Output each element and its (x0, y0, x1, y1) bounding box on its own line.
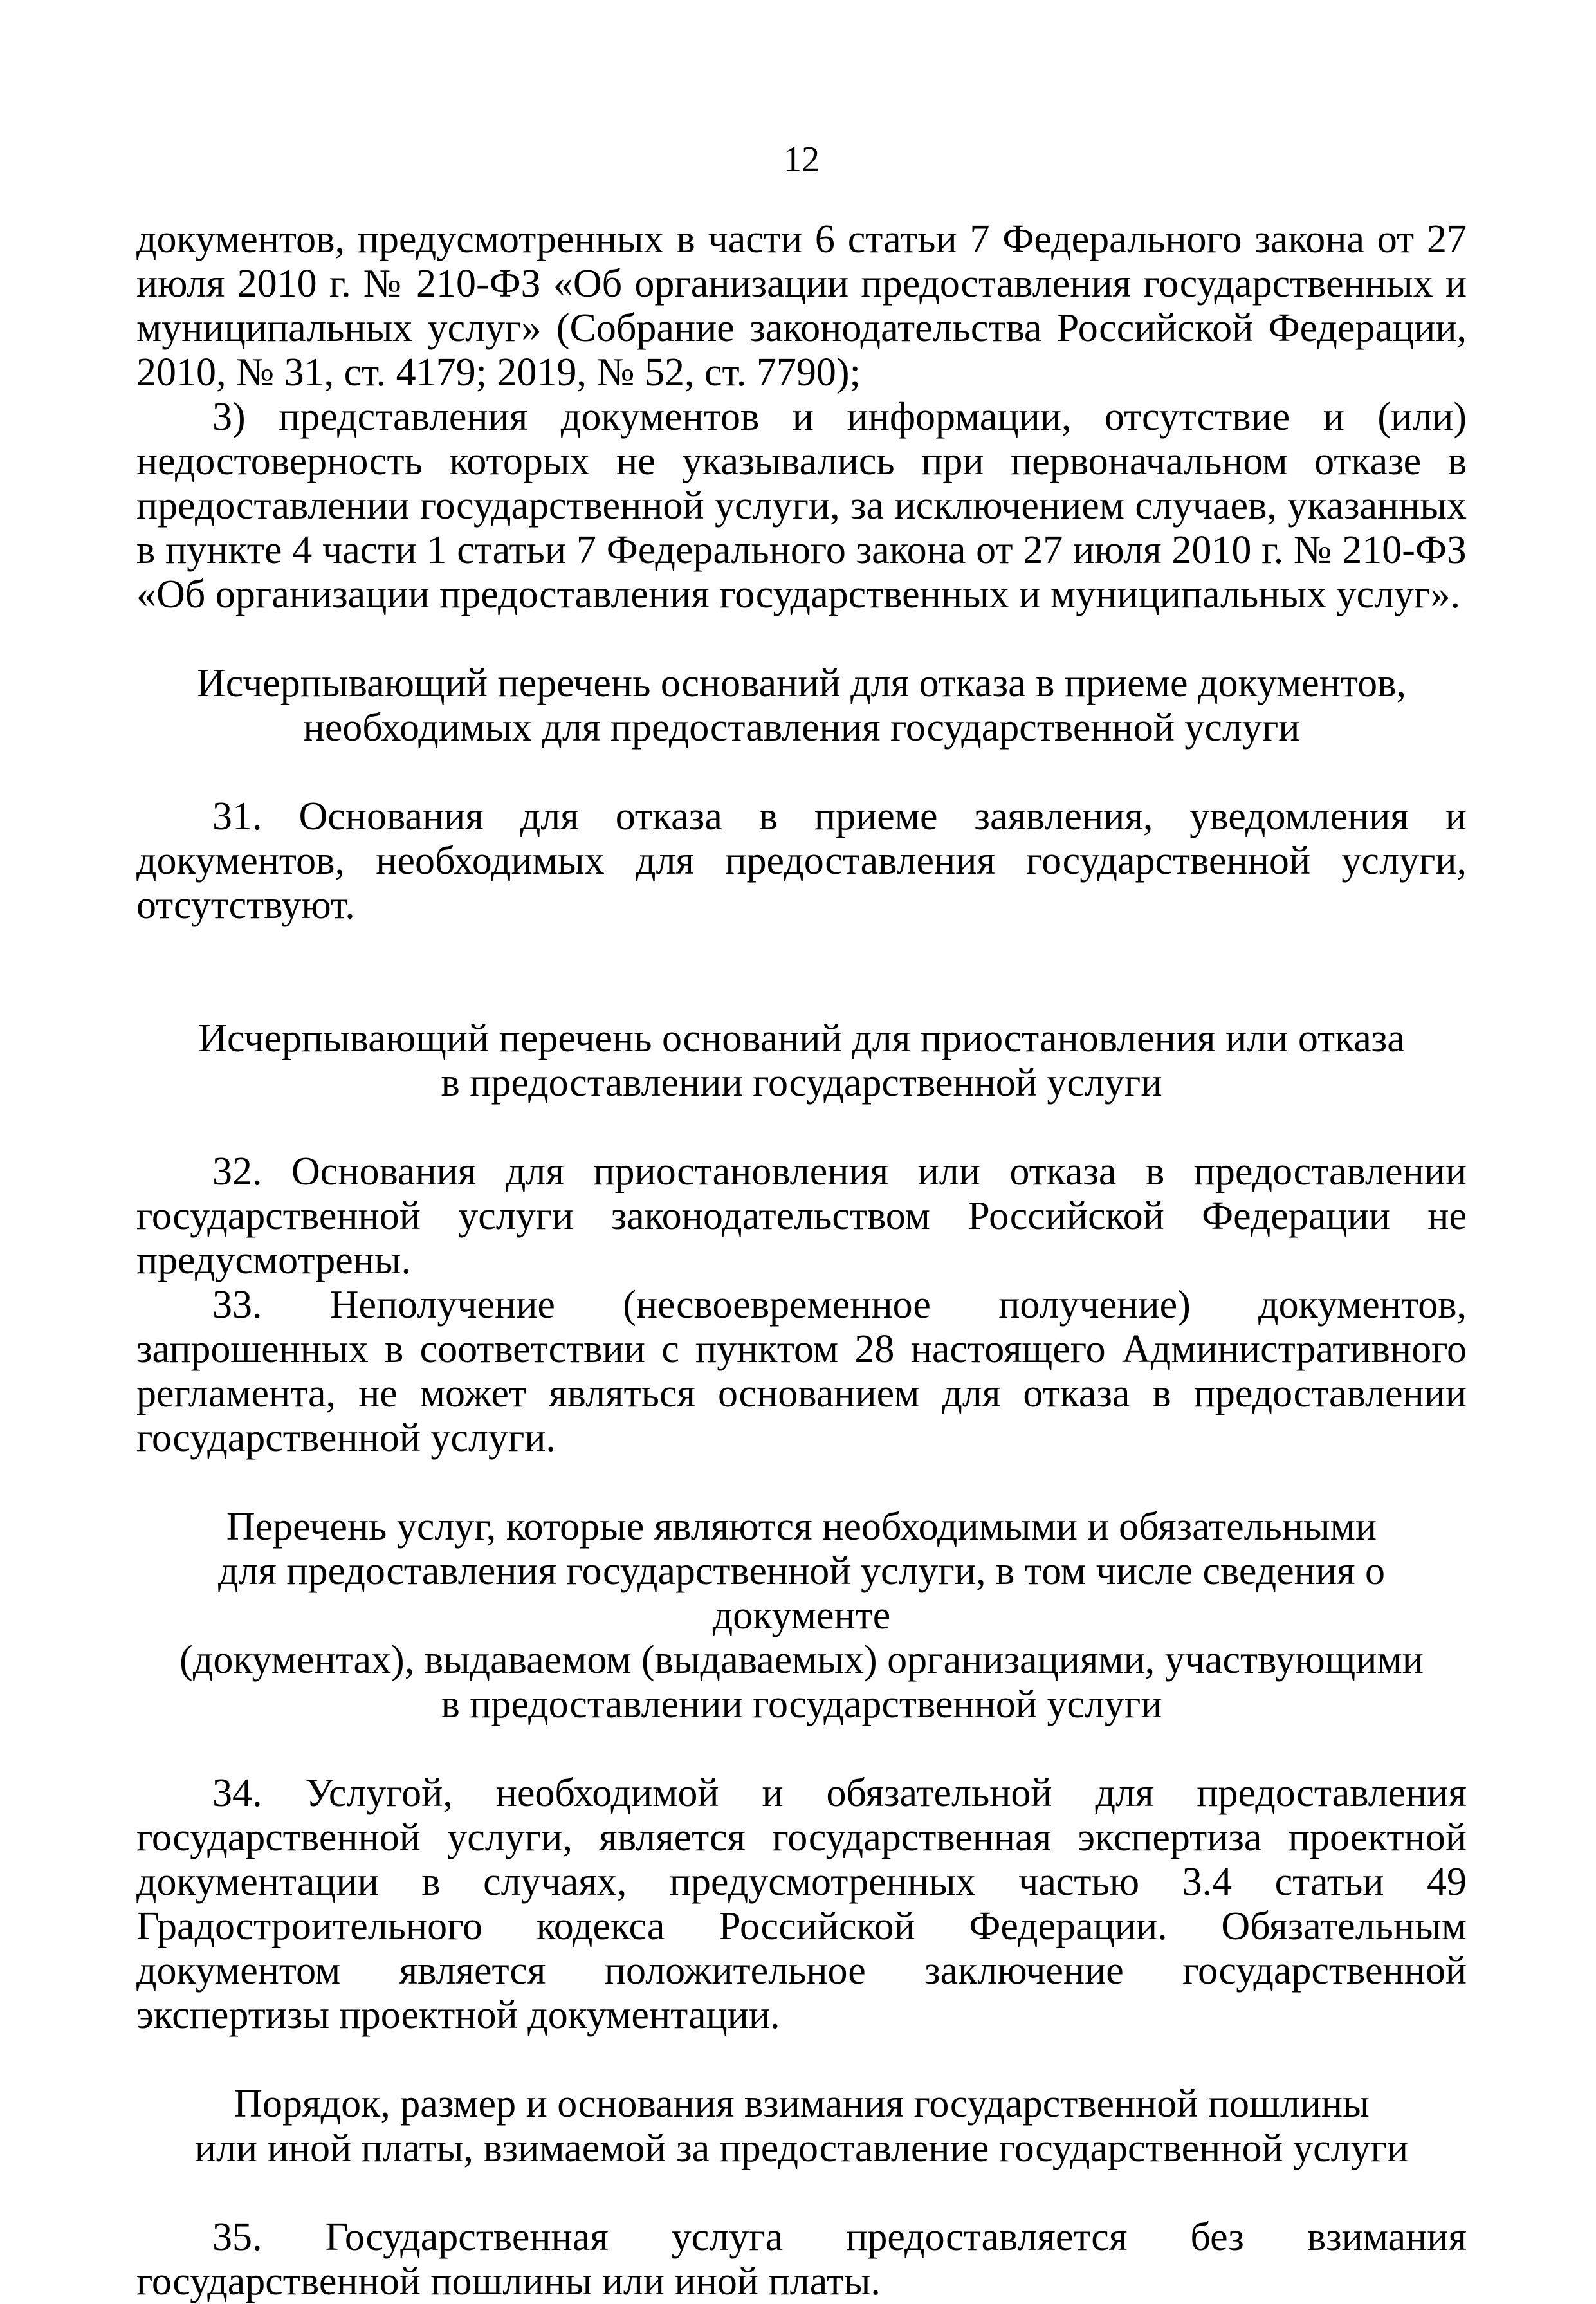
spacer (136, 2038, 1467, 2082)
paragraph-continuation: документов, предусмотренных в части 6 статьи 7 Федерального закона от 27 июля 2010 г. № 210-ФЗ «Об организации предоставления государственных и муниципальных услуг» (Собрание законодательства Российской Федерации, 2010, № 31, ст. 4179; 2019, № 52, ст. 7790); (136, 217, 1467, 394)
page-number: 12 (784, 140, 820, 180)
heading-line: Порядок, размер и основания взимания государственной пошлины (234, 2082, 1370, 2126)
heading-line: в предоставлении государственной услуги (441, 1061, 1162, 1105)
spacer (136, 1727, 1467, 1771)
section-heading-state-duty (136, 2082, 1467, 2171)
heading-line: (документах), выдаваемом (выдаваемых) организациями, участвующими (179, 1638, 1424, 1682)
heading-line: Исчерпывающий перечень оснований для приостановления или отказа (198, 1017, 1405, 1060)
heading-line: Перечень услуг, которые являются необходимыми и обязательными (226, 1505, 1377, 1549)
heading-line: для предоставления государственной услуги, в том числе сведения о документе (217, 1549, 1386, 1637)
spacer (136, 2171, 1467, 2215)
section-heading-required-services (136, 1505, 1467, 1727)
spacer (136, 928, 1467, 1017)
spacer (136, 1105, 1467, 1150)
paragraph-33: 33. Неполучение (несвоевременное получение) документов, запрошенных в соответствии с пунктом 28 настоящего Административного регламента, не может являться основанием для отказа в предоставлении государственной услуги. (136, 1283, 1467, 1460)
paragraph-35: 35. Государственная услуга предоставляется без взимания государственной пошлины или иной платы. (136, 2215, 1467, 2303)
paragraph-31: 31. Основания для отказа в приеме заявления, уведомления и документов, необходимых для предоставления государственной услуги, отсутствуют. (136, 795, 1467, 927)
spacer (136, 750, 1467, 795)
spacer (136, 617, 1467, 661)
section-heading-refusal-reception (136, 661, 1467, 750)
paragraph-32: 32. Основания для приостановления или отказа в предоставлении государственной услуги законодательством Российской Федерации не предусмотрены. (136, 1150, 1467, 1282)
heading-line: в предоставлении государственной услуги (441, 1682, 1162, 1726)
heading-line: Исчерпывающий перечень оснований для отказа в приеме документов, (197, 661, 1406, 705)
paragraph-item-3: 3) представления документов и информации, отсутствие и (или) недостоверность которых не указывались при первоначальном отказе в предоставлении государственной услуги, за исключением случаев, указанных в пункте 4 части 1 статьи 7 Федерального закона от 27 июля 2010 г. № 210-ФЗ «Об организации предоставления государственных и муниципальных услуг». (136, 395, 1467, 616)
document-body (136, 217, 1467, 2304)
heading-line: необходимых для предоставления государственной услуги (303, 706, 1300, 750)
heading-line: или иной платы, взимаемой за предоставление государственной услуги (194, 2126, 1409, 2170)
section-heading-suspension-refusal (136, 1017, 1467, 1105)
spacer (136, 1461, 1467, 1505)
paragraph-34: 34. Услугой, необходимой и обязательной для предоставления государственной услуги, является государственная экспертиза проектной документации в случаях, предусмотренных частью 3.4 статьи 49 Градостроительного кодекса Российской Федерации. Обязательным документом является положительное заключение государственной экспертизы проектной документации. (136, 1771, 1467, 2037)
